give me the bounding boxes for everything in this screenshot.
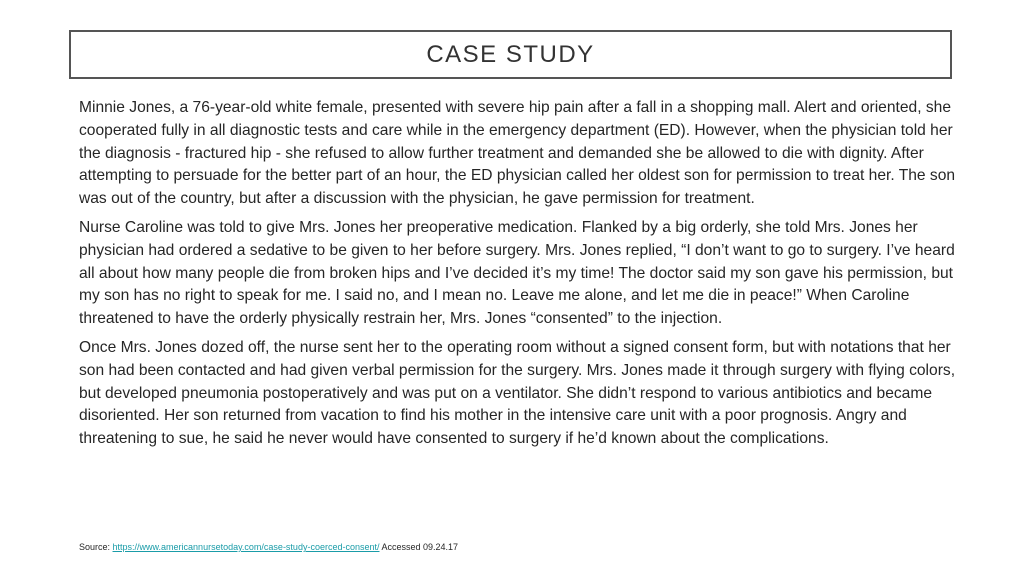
case-study-body — [79, 97, 959, 457]
accessed-date: Accessed 09.24.17 — [379, 542, 459, 552]
paragraph-2: Nurse Caroline was told to give Mrs. Jones her preoperative medication. Flanked by a big orderly, she told Mrs. Jones her physician had ordered a sedative to be given to her before surgery. Mrs. Jones replied, “I don’t want to go to surgery. I’ve heard all about how many people die from broken hips and I’ve decided it’s my time! The doctor said my son gave his permission, but my son has no right to speak for me. I said no, and I mean no. Leave me alone, and let me die in peace!” When Caroline threatened to have the orderly physically restrain her, Mrs. Jones “consented” to the injection. — [79, 218, 955, 328]
source-link[interactable]: https://www.americannursetoday.com/case-study-coerced-consent/ — [112, 542, 380, 552]
paragraph-3: Once Mrs. Jones dozed off, the nurse sent her to the operating room without a signed consent form, but with notations that her son had been contacted and had given verbal permission for the surgery. Mrs. Jones made it through surgery with flying colors, but developed pneumonia postoperatively and was put on a ventilator. She didn’t respond to various antibiotics and became disoriented. Her son returned from vacation to find his mother in the intensive care unit with a poor prognosis. Angry and threatening to sue, he said he never would have consented to surgery if he’d known about the complications. — [79, 338, 956, 448]
source-label: Source: — [79, 542, 113, 552]
title-box — [69, 30, 952, 79]
source-citation — [79, 542, 458, 552]
paragraph-1: Minnie Jones, a 76-year-old white female, presented with severe hip pain after a fall in a shopping mall. Alert and oriented, she cooperated fully in all diagnostic tests and care while in the emergency department (ED). However, when the physician told her the diagnosis - fractured hip - she refused to allow further treatment and demanded she be allowed to die with dignity. After attempting to persuade for the better part of an hour, the ED physician called her oldest son for permission to treat her. The son was out of the country, but after a discussion with the physician, he gave permission for treatment. — [79, 99, 956, 208]
page-title: CASE STUDY — [426, 40, 595, 68]
